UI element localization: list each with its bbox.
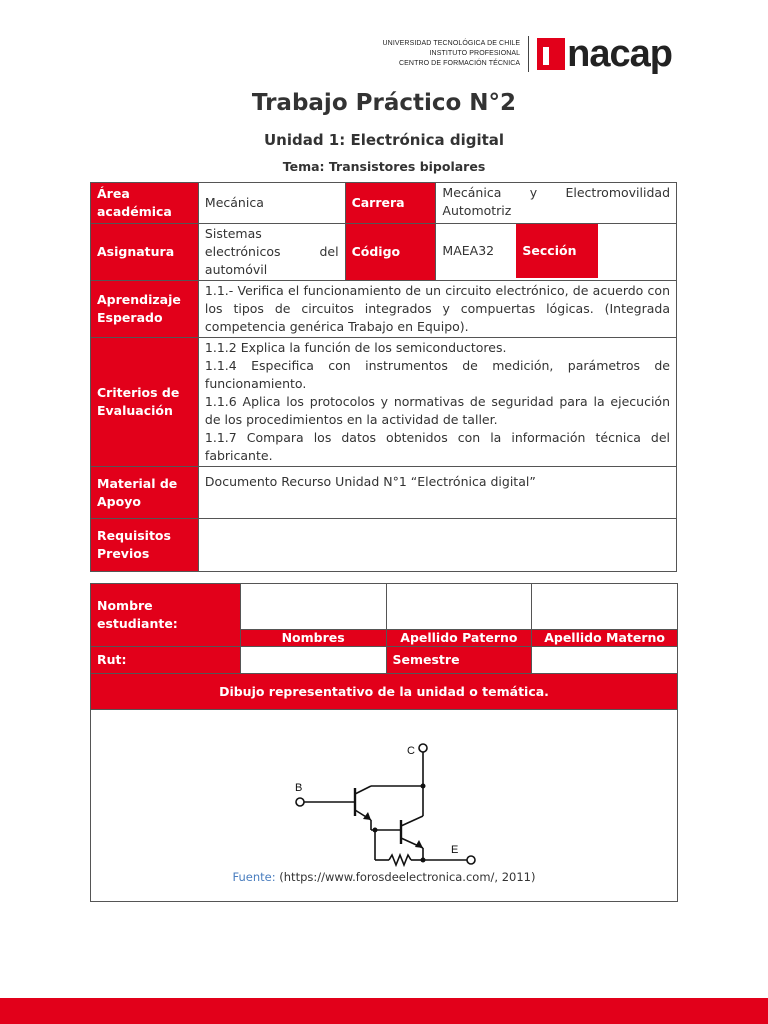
apellido-materno-input[interactable] xyxy=(532,584,678,630)
student-table xyxy=(90,583,678,902)
criterio-item: 1.1.2 Explica la función de los semiconductores. xyxy=(204,340,507,355)
apellido-paterno-input[interactable] xyxy=(386,584,532,630)
nombres-input[interactable] xyxy=(240,584,386,630)
page-subtitle: Unidad 1: Electrónica digital xyxy=(263,131,505,149)
criterio-item: 1.1.6 Aplica los protocolos y normativas de seguridad para la ejecución de los procedimientos en la actividad de taller. xyxy=(204,394,670,427)
drawing-cell xyxy=(91,710,678,902)
institution-lines xyxy=(383,39,521,69)
source-label: Fuente: xyxy=(232,870,276,884)
requisitos-label: Requisitos Previos xyxy=(91,519,199,572)
material-label: Material de Apoyo xyxy=(91,467,199,519)
codigo-seccion-cell xyxy=(436,224,677,281)
codigo-value: MAEA32 xyxy=(442,243,495,258)
circuit-label-b: B xyxy=(295,782,303,794)
source-caption xyxy=(91,868,677,886)
source-text: (https://www.forosdeelectronica.com/, 2011) xyxy=(279,870,536,884)
nombres-header: Nombres xyxy=(240,630,386,647)
institution-line: CENTRO DE FORMACIÓN TÉCNICA xyxy=(398,60,521,67)
codigo-label: Código xyxy=(345,224,436,281)
logo-square-icon xyxy=(537,38,565,70)
terminal-c-icon xyxy=(419,744,427,752)
nombre-label: Nombre estudiante: xyxy=(91,584,241,647)
semestre-label: Semestre xyxy=(386,647,532,674)
seccion-value[interactable] xyxy=(598,224,676,278)
criterios-list xyxy=(198,338,676,467)
circuit-label-e: E xyxy=(451,844,459,856)
inacap-logo xyxy=(537,33,672,75)
criterio-item: 1.1.7 Compara los datos obtenidos con la información técnica del fabricante. xyxy=(204,430,670,463)
info-table xyxy=(90,182,677,572)
area-value: Mecánica xyxy=(198,183,345,224)
asignatura-value: Sistemas electrónicos del automóvil xyxy=(198,224,345,281)
carrera-value: Mecánica y Electromovilidad Automotriz xyxy=(436,183,677,224)
semestre-input[interactable] xyxy=(532,647,678,674)
seccion-label: Sección xyxy=(516,224,598,278)
header-logo xyxy=(382,33,672,75)
aprendizaje-label: Aprendizaje Esperado xyxy=(91,281,199,338)
page-tema: Tema: Transistores bipolares xyxy=(282,159,486,174)
apellido-materno-header: Apellido Materno xyxy=(532,630,678,647)
terminal-b-icon xyxy=(296,798,304,806)
material-value: Documento Recurso Unidad N°1 “Electrónica digital” xyxy=(198,467,676,519)
criterios-label: Criterios de Evaluación xyxy=(91,338,199,467)
aprendizaje-value: 1.1.- Verifica el funcionamiento de un circuito electrónico, de acuerdo con los tipos de circuitos integrados y compuertas lógicas. (Integrada competencia genérica Trabajo en Equipo). xyxy=(198,281,676,338)
footer-bar xyxy=(0,998,768,1024)
circuit-label-c: C xyxy=(407,745,415,757)
criterio-item: 1.1.4 Especifica con instrumentos de medición, parámetros de funcionamiento. xyxy=(204,358,670,391)
terminal-e-icon xyxy=(467,856,475,864)
logo-divider xyxy=(528,36,529,72)
carrera-label: Carrera xyxy=(345,183,436,224)
logo-text: nacap xyxy=(567,33,672,75)
dibujo-label: Dibujo representativo de la unidad o temática. xyxy=(91,674,678,710)
institution-line: UNIVERSIDAD TECNOLÓGICA DE CHILE xyxy=(382,40,521,47)
area-label: Área académica xyxy=(91,183,199,224)
asignatura-label: Asignatura xyxy=(91,224,199,281)
requisitos-value[interactable] xyxy=(198,519,676,572)
rut-label: Rut: xyxy=(91,647,241,674)
institution-line: INSTITUTO PROFESIONAL xyxy=(429,50,521,57)
page-title: Trabajo Práctico N°2 xyxy=(251,90,517,116)
apellido-paterno-header: Apellido Paterno xyxy=(386,630,532,647)
darlington-circuit-diagram xyxy=(291,740,491,870)
rut-input[interactable] xyxy=(240,647,386,674)
